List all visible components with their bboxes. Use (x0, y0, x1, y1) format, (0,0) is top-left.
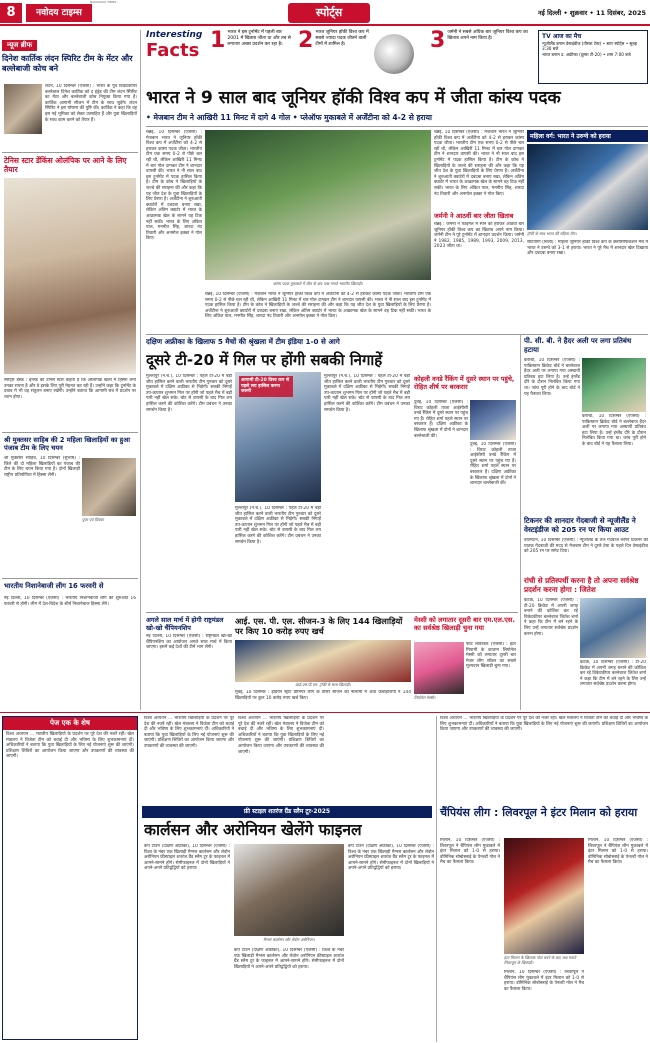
women-body: सैंटियागो (चिली) : महिला जूनियर हॉकी विश्व कप के क्लासिफिकेशन मैच में भारत ने उरुग्वे को 3-1 से हराया। भारत ने पूरे मैच में शानदार खेल दिखाया और दबदबा बनाए रखा। (527, 240, 648, 257)
pcb-body-2: कराची, 10 दिसम्बर (एजेंसी) : पाकिस्तान क्रिकेट बोर्ड ने बल्लेबाज हैदर अली पर लगाया गया अस्थायी प्रतिबंध हटा लिया है। उन्हें इंग्लैंड दौरे के दौरान निलंबित किया गया था। जांच पूरी होने के बाद बोर्ड ने यह फैसला लिया। (582, 414, 646, 447)
page-one-continued-body: विश्व अध्ययन ... भारतीय खिलाड़ियों के प्रदर्शन पर पूरे देश की नजरें रहीं। खेल मंत्रालय ने विजेता टीम को बधाई दी और भविष्य के लिए शुभकामनाएं दीं। अधिकारियों ने बताया कि युवा खिलाड़ियों के लिए नई योजनाएं शुरू की जाएंगी। प्रशिक्षण शिविरों का आयोजन किया जाएगा और उपकरणों की व्यवस्था की जाएगी। (6, 732, 134, 760)
fact-1 (210, 30, 294, 82)
ucl-body-3: मिलान, 10 दिसम्बर (एजेंसी) : लिवरपूल ने चैंपियंस लीग मुकाबले में इंटर मिलान को 1-0 से हराया। डोमिनिक सोबोस्लाई के पेनल्टी गोल ने मैच का फैसला किया। (588, 838, 648, 866)
section-title: स्पोर्ट्स (288, 3, 370, 23)
messi-body: फोर्ट लॉडरडेल (एजेंसी) : इंटर मियामी के कप्तान लियोनेल मेस्सी को लगातार दूसरी बार मेजर लीग सॉकर का सबसे मूल्यवान खिलाड़ी चुना गया। (466, 642, 516, 670)
pcb-body: कराची, 10 दिसम्बर (एजेंसी) : पाकिस्तान क्रिकेट बोर्ड ने बल्लेबाज हैदर अली पर लगाया गया अस्थायी प्रतिबंध हटा लिया है। उन्हें इंग्लैंड दौरे के दौरान निलंबित किया गया था। जांच पूरी होने के बाद बोर्ड ने यह फैसला लिया। (524, 358, 580, 397)
fact-number: 1 (210, 28, 226, 53)
divider (2, 578, 138, 579)
nz-body: वेलिंगटन, 10 दिसम्बर (एजेंसी) : न्यूजीलैंड के तेज गेंदबाज ब्लेयर टिकनर की घातक गेंदबाजी की मदद से मेजबान टीम ने दूसरे टेस्ट के पहले दिन वेस्टइंडीज को 205 रन पर समेट दिया। (524, 538, 648, 555)
kohli-body: दुबई, 10 दिसम्बर (एजेंसी) : विराट कोहली ताजा आईसीसी वनडे रैंकिंग में दूसरे स्थान पर पहुंच गए हैं। रोहित शर्मा पहले स्थान पर बरकरार हैं। दक्षिण अफ्रीका के खिलाफ श्रृंखला में दोनों ने शानदार बल्लेबाजी की। (414, 400, 468, 439)
cricket-body-2: मुल्लांपुर (न.च.), 10 दिसम्बर : पहले टी-20 में बड़ी जीत हासिल करने वाली भारतीय टीम गुरुवार को दूसरे मुकाबले में दक्षिण अफ्रीका से भिड़ेगी। सबकी निगाहें उप-कप्तान शुभमन गिल पर होंगी जो पहले मैच में बड़ी पारी नहीं खेल सके। चोट से वापसी के बाद गिल लय हासिल करने की कोशिश करेंगे। टीम प्रबंधन ने उनका समर्थन किया है। (235, 506, 321, 545)
cricket-banner: दक्षिण अफ्रीका के खिलाफ 5 मैचों की श्रृंखला में टीम इंडिया 1-0 से आगे (146, 337, 340, 346)
shooting-body: नई दिल्ली, 10 दिसम्बर (एजेंसी) : भारतीय निशानेबाजी लीग की शुरुआत 16 फरवरी से होगी। लीग में देश-विदेश के शीर्ष निशानेबाज हिस्सा लेंगे। (4, 596, 136, 607)
shooting-headline: भारतीय निशानेबाजी लीग 16 फरवरी से (4, 582, 104, 590)
column-divider (140, 30, 141, 710)
jitesh-body-2: कटक, 10 दिसम्बर (एजेंसी) : टी-20 क्रिकेट में अपनी जगह बनाने की कोशिश कर रहे विकेटकीपर बल्लेबाज जितेश शर्मा ने कहा कि टीम में बने रहने के लिए उन्हें लगातार सर्वश्रेष्ठ प्रदर्शन करना होगा। (580, 660, 646, 688)
ispl-headline: आई. एस. पी. एल. सीजन-3 के लिए 144 खिलाड़ियों पर किए 10 करोड़ रुपए खर्च (235, 616, 403, 636)
pcb-headline: पी. सी. बी. ने हैदर अली पर लगा प्रतिबंध हटाया (524, 337, 632, 354)
tv-box (538, 30, 648, 84)
divider (2, 432, 138, 433)
kohli-headline: कोहली वनडे रैंकिंग में दूसरे स्थान पर पहुंचे, रोहित शीर्ष पर बरकरार (414, 375, 515, 391)
masthead (0, 0, 650, 26)
jitesh-photo (580, 598, 646, 658)
liverpool-photo (504, 838, 584, 954)
fact-text: भारत जूनियर हॉकी विश्व कप में सबसे ज्यादा पदक जीतने वाली टीमों में शामिल है। (315, 30, 369, 47)
page-one-continued-col4: विश्व अध्ययन ... भारतीय खिलाड़ियों के प्रदर्शन पर पूरे देश की नजरें रहीं। खेल मंत्रालय ने विजेता टीम को बधाई दी और भविष्य के लिए शुभकामनाएं दीं। अधिकारियों ने बताया कि युवा खिलाड़ियों के लिए नई योजनाएं शुरू की जाएंगी। प्रशिक्षण शिविरों का आयोजन किया जाएगा और उपकरणों की व्यवस्था की जाएगी। (440, 716, 648, 733)
kabaddi-players-photo (82, 458, 136, 516)
jitesh-headline: रांची से प्रतिस्पर्धी करना है तो अपना सर्वश्रेष्ठ प्रदर्शन करना होगा : जितेश (524, 576, 639, 594)
page-one-continued-col3: विश्व अध्ययन ... भारतीय खिलाड़ियों के प्रदर्शन पर पूरे देश की नजरें रहीं। खेल मंत्रालय ने विजेता टीम को बधाई दी और भविष्य के लिए शुभकामनाएं दीं। अधिकारियों ने बताया कि युवा खिलाड़ियों के लिए नई योजनाएं शुरू की जाएंगी। प्रशिक्षण शिविरों का आयोजन किया जाएगा और उपकरणों की व्यवस्था की जाएगी। (238, 716, 324, 755)
fact-2 (298, 30, 372, 82)
dateline: नई दिल्ली • शुक्रवार • 11 दिसंबर, 2025 (538, 9, 646, 17)
fact-number: 2 (298, 28, 314, 53)
jitesh-body: कटक, 10 दिसम्बर (एजेंसी) : टी-20 क्रिकेट में अपनी जगह बनाने की कोशिश कर रहे विकेटकीपर बल्लेबाज जितेश शर्मा ने कहा कि टीम में बने रहने के लिए उन्हें लगातार सर्वश्रेष्ठ प्रदर्शन करना होगा। (524, 598, 578, 637)
kabaddi-headline: श्री मुक्तसर साहिब की 2 महिला खिलाड़ियों का हुआ पंजाब टीम के लिए चयन (4, 436, 131, 452)
lead-headline: भारत ने 9 साल बाद जूनियर हॉकी विश्व कप में जीता कांस्य पदक (146, 88, 561, 108)
chess-body: केप टाउन (दक्षिण अफ्रीका), 10 दिसम्बर (एजेंसी) : विश्व के नंबर एक खिलाड़ी मैग्नस कार्लसन और लेवोन अरोनियन फ्रीस्टाइल शतरंज ग्रैंड स्लैम टूर के फाइनल में आमने-सामने होंगे। सेमीफाइनल में दोनों खिलाड़ियों ने अपने-अपने प्रतिद्वंद्वियों को हराया। (144, 844, 230, 872)
chess-body-2: केप टाउन (दक्षिण अफ्रीका), 10 दिसम्बर (एजेंसी) : विश्व के नंबर एक खिलाड़ी मैग्नस कार्लसन और लेवोन अरोनियन फ्रीस्टाइल शतरंज ग्रैंड स्लैम टूर के फाइनल में आमने-सामने होंगे। सेमीफाइनल में दोनों खिलाड़ियों ने अपने-अपने प्रतिद्वंद्वियों को हराया। (234, 948, 344, 970)
germany-headline: जर्मनी ने आठवीं बार जीता खिताब (434, 212, 514, 220)
cricket-headline: दूसरे टी-20 में गिल पर होंगी सबकी निगाहें (146, 351, 383, 369)
facts-title-big: Facts (146, 40, 200, 61)
ispl-photo (235, 640, 411, 682)
ucl-body: मिलान, 10 दिसम्बर (एजेंसी) : लिवरपूल ने चैंपियंस लीग मुकाबले में इंटर मिलान को 1-0 से हराया। डोमिनिक सोबोस्लाई के पेनल्टी गोल ने मैच का फैसला किया। (440, 838, 500, 866)
divider (2, 152, 138, 153)
column-divider (520, 334, 521, 710)
kohli-photo (470, 400, 516, 440)
nz-headline: टिकनर की शानदार गेंदबाजी से न्यूजीलैंड ने वेस्टइंडीज को 205 रन पर किया आउट (524, 516, 636, 534)
messi-photo (414, 642, 464, 694)
ispl-body: मुंबई, 10 दिसम्बर : इंडियन स्ट्रीट प्रीमियर लीग के तीसरे सीजन की नीलामी में आठ फ्रेंचाइजियों ने 144 खिलाड़ियों पर कुल 10 करोड़ रुपए खर्च किए। (235, 690, 411, 701)
column-divider (436, 716, 437, 1042)
lead-body-right: चेन्नई, 10 दिसम्बर (एजेंसी) : मेजबान भारत ने जूनियर हॉकी विश्व कप में अर्जेंटीना को 4-2 से हराकर कांस्य पदक जीता। भारतीय टीम एक समय 0-2 से पीछे चल रही थी, लेकिन आखिरी 11 मिनट में चार गोल दागकर टीम ने शानदार वापसी की। भारत ने नौ साल बाद इस टूर्नामेंट में पदक हासिल किया है। टीम के कोच ने खिलाड़ियों के जज्बे की सराहना की और कहा कि यह जीत देश के युवा खिलाड़ियों के लिए प्रेरणा है। अर्जेंटीना ने शुरुआती क्वार्टरों में दबदबा बनाए रखा, लेकिन अंतिम क्वार्टर में भारत के आक्रामक खेल के सामने वह टिक नहीं सकी। भारत के लिए अंकित पाल, मनमीत सिंह, शारदा नंद तिवारी और अनमोल इक्का ने गोल किए। (434, 130, 524, 197)
fact-number: 3 (430, 28, 446, 53)
cricket-quote: आगामी टी-20 विश्व कप से पहले लय हासिल करना जरूरी (239, 376, 293, 397)
chess-headline: कार्लसन और अरोनियन खेलेंगे फाइनल (144, 821, 362, 839)
tennis-star-photo (4, 178, 136, 374)
lead-photo-caption: कांस्य पदक मुकाबले में जीत के बाद जश्न मनाते भारतीय खिलाड़ी। (273, 281, 363, 286)
kho-kho-body: नई दिल्ली, 10 दिसम्बर (एजेंसी) : राष्ट्रमंडल खो-खो चैंपियनशिप का आयोजन अगले साल मार्च में किया जाएगा। इसमें कई देशों की टीमें भाग लेंगी। (146, 634, 232, 651)
brief-body: लंदन, 10 दिसम्बर (एजेंसी) : भारत के पूर्व विकेटकीपर बल्लेबाज दिनेश कार्तिक को द हंड्रेड की टीम लंदन स्पिरिट का मेंटर और बल्लेबाजी कोच नियुक्त किया गया है। कार्तिक आगामी सीजन में टीम के साथ जुड़ेंगे। लंदन स्पिरिट ने इस घोषणा की पुष्टि की। कार्तिक ने कहा कि वह इस नई भूमिका को लेकर उत्साहित हैं और युवा खिलाड़ियों के साथ काम करने को तैयार हैं। (45, 84, 137, 123)
kohli-body-2: दुबई, 10 दिसम्बर (एजेंसी) : विराट कोहली ताजा आईसीसी वनडे रैंकिंग में दूसरे स्थान पर पहुंच गए हैं। रोहित शर्मा पहले स्थान पर बरकरार हैं। दक्षिण अफ्रीका के खिलाफ श्रृंखला में दोनों ने शानदार बल्लेबाजी की। (470, 442, 516, 487)
women-team-photo (527, 144, 648, 230)
women-photo-caption: ट्रॉफी के साथ भारत की महिला टीम। (527, 231, 577, 236)
news-brief-label: न्यूज ब्रीफ (2, 40, 37, 51)
divider (0, 712, 650, 713)
tv-text-2: भारत बनाम द. अफ्रीका (दूसरा टी-20) • शाम 7:00 बजे (542, 52, 631, 57)
fact-text: भारत ने इस टूर्नामेंट में पहली बार 2001 में खिताब जीता था और तब से लगातार अच्छा प्रदर्शन कर रहा है। (227, 30, 291, 47)
ucl-headline: चैंपियंस लीग : लिवरपूल ने इंटर मिलान को हराया (440, 806, 638, 819)
page-one-continued-col2: विश्व अध्ययन ... भारतीय खिलाड़ियों के प्रदर्शन पर पूरे देश की नजरें रहीं। खेल मंत्रालय ने विजेता टीम को बधाई दी और भविष्य के लिए शुभकामनाएं दीं। अधिकारियों ने बताया कि युवा खिलाड़ियों के लिए नई योजनाएं शुरू की जाएंगी। प्रशिक्षण शिविरों का आयोजन किया जाएगा और उपकरणों की व्यवस्था की जाएगी। (144, 716, 234, 749)
brief-headline: दिनेश कार्तिक लंदन स्पिरिट टीम के मेंटर और बल्लेबाजी कोच बने (2, 54, 133, 73)
karthik-photo (4, 84, 42, 134)
germany-body: चेन्नई : जर्मनी ने फाइनल में स्पेन को हराकर आठवीं बार जूनियर हॉकी विश्व कप का खिताब अपने नाम किया। जर्मनी टीम ने पूरे टूर्नामेंट में शानदार प्रदर्शन किया। जर्मनी ने 1982, 1985, 1989, 1993, 2009, 2013, 2023 जीता था। (434, 222, 524, 250)
page-one-continued-title: पेज एक के शेष (3, 717, 137, 730)
cricket-body: मुल्लांपुर (न.च.), 10 दिसम्बर : पहले टी-20 में बड़ी जीत हासिल करने वाली भारतीय टीम गुरुवार को दूसरे मुकाबले में दक्षिण अफ्रीका से भिड़ेगी। सबकी निगाहें उप-कप्तान शुभमन गिल पर होंगी जो पहले मैच में बड़ी पारी नहीं खेल सके। चोट से वापसी के बाद गिल लय हासिल करने की कोशिश करेंगे। टीम प्रबंधन ने उनका समर्थन किया है। (146, 374, 232, 413)
haider-ali-photo (582, 358, 646, 412)
fact-3 (430, 30, 534, 82)
page-number: 8 (0, 3, 22, 23)
page-one-continued-box (2, 716, 138, 1040)
ispl-caption: आई.एस.पी.एल. ट्रॉफी के साथ खिलाड़ी। (295, 682, 351, 687)
hockey-team-photo (205, 130, 431, 280)
divider (146, 612, 518, 613)
lead-body: चेन्नई, 10 दिसम्बर (एजेंसी) : मेजबान भारत ने जूनियर हॉकी विश्व कप में अर्जेंटीना को 4-2 से हराकर कांस्य पदक जीता। भारतीय टीम एक समय 0-2 से पीछे चल रही थी, लेकिन आखिरी 11 मिनट में चार गोल दागकर टीम ने शानदार वापसी की। भारत ने नौ साल बाद इस टूर्नामेंट में पदक हासिल किया है। टीम के कोच ने खिलाड़ियों के जज्बे की सराहना की और कहा कि यह जीत देश के युवा खिलाड़ियों के लिए प्रेरणा है। अर्जेंटीना ने शुरुआती क्वार्टरों में दबदबा बनाए रखा, लेकिन अंतिम क्वार्टर में भारत के आक्रामक खेल के सामने वह टिक नहीं सकी। भारत के लिए अंकित पाल, मनमीत सिंह, शारदा नंद तिवारी और अनमोल इक्का ने गोल किए। (146, 130, 202, 242)
chess-body-3: केप टाउन (दक्षिण अफ्रीका), 10 दिसम्बर (एजेंसी) : विश्व के नंबर एक खिलाड़ी मैग्नस कार्लसन और लेवोन अरोनियन फ्रीस्टाइल शतरंज ग्रैंड स्लैम टूर के फाइनल में आमने-सामने होंगे। सेमीफाइनल में दोनों खिलाड़ियों ने अपने-अपने प्रतिद्वंद्वियों को हराया। (348, 844, 434, 872)
ucl-caption: इंटर मिलान के खिलाफ गोल करने के बाद जश्न मनाते लिवरपूल के खिलाड़ी। (504, 955, 576, 965)
tv-title: TV आज का मैच (542, 33, 582, 40)
women-kicker: महिला वर्ग: भारत ने उरुग्वे को हराया (527, 130, 648, 142)
desk-url: NAVODAYA TIMES (90, 0, 117, 4)
football-icon (374, 34, 414, 74)
messi-caption: लियोनेल मेस्सी। (414, 695, 436, 700)
messi-headline: मेस्सी को लगातार दूसरी बार एम.एल.एस. का सर्वश्रेष्ठ खिलाड़ी चुना गया (414, 616, 515, 632)
facts-title-small: Interesting (146, 30, 203, 40)
chess-caption: मैग्नस कार्लसन और लेवोन अरोनियन। (263, 937, 315, 942)
cricket-body-3: मुल्लांपुर (न.च.), 10 दिसम्बर : पहले टी-20 में बड़ी जीत हासिल करने वाली भारतीय टीम गुरुवार को दूसरे मुकाबले में दक्षिण अफ्रीका से भिड़ेगी। सबकी निगाहें उप-कप्तान शुभमन गिल पर होंगी जो पहले मैच में बड़ी पारी नहीं खेल सके। चोट से वापसी के बाद गिल लय हासिल करने की कोशिश करेंगे। टीम प्रबंधन ने उनका समर्थन किया है। (324, 374, 410, 413)
divider (146, 126, 648, 127)
paper-name: नवोदय टाइम्स (26, 4, 92, 22)
kabaddi-body: श्री मुक्तसर साहिब, 10 दिसम्बर (सुभाष) : जिले की दो महिला खिलाड़ियों का पंजाब की टीम के लिए चयन किया गया है। दोनों खिलाड़ी राष्ट्रीय प्रतियोगिता में हिस्सा लेंगी। (4, 456, 80, 478)
facts-logo (146, 30, 208, 84)
tennis-body: स्पोर्ट्स डेस्क : इंग्लैंड की टेनिस स्टार कहती हैं कि ओलंपिक खेलों में हिस्सा लेना उनका सपना है और वे इसके लिए पूरी मेहनत कर रही हैं। उन्होंने कहा कि टूर्नामेंट के दबाव में भी वह संतुलन बनाए रखेंगी। उन्होंने बताया कि आगामी सत्र में प्रदर्शन पर ध्यान होगा। (4, 378, 136, 400)
ucl-body-2: मिलान, 10 दिसम्बर (एजेंसी) : लिवरपूल ने चैंपियंस लीग मुकाबले में इंटर मिलान को 1-0 से हराया। डोमिनिक सोबोस्लाई के पेनल्टी गोल ने मैच का फैसला किया। (504, 970, 584, 992)
kabaddi-caption: पूजा एवं प्रियंका (82, 517, 104, 522)
news-brief (2, 32, 138, 74)
divider (146, 334, 648, 335)
chess-photo (234, 844, 344, 936)
tv-text: न्यूजीलैंड बनाम वेस्टइंडीज (तीसरा टेस्ट) • स्टार स्पोर्ट्स • सुबह 3:30 बजे (542, 41, 637, 51)
tennis-headline: टेनिस स्टार डेंकिंस ओलंपिक पर आने के लिए तैयार (4, 156, 127, 174)
lead-subhead: • मेजबान टीम ने आखिरी 11 मिनट में दागे 4 गोल • प्लेऑफ मुकाबले में अर्जेंटीना को 4-2 से हराया (146, 113, 432, 122)
fact-text: जर्मनी ने सबसे अधिक बार जूनियर विश्व कप का खिताब अपने नाम किया है। (447, 30, 528, 41)
chess-kicker: फ्री स्टाइल शतरंज ग्रैंड स्लैम टूर-2025 (142, 806, 432, 818)
lead-body-continued: चेन्नई, 10 दिसम्बर (एजेंसी) : मेजबान भारत ने जूनियर हॉकी विश्व कप में अर्जेंटीना को 4-2 से हराकर कांस्य पदक जीता। भारतीय टीम एक समय 0-2 से पीछे चल रही थी, लेकिन आखिरी 11 मिनट में चार गोल दागकर टीम ने शानदार वापसी की। भारत ने नौ साल बाद इस टूर्नामेंट में पदक हासिल किया है। टीम के कोच ने खिलाड़ियों के जज्बे की सराहना की और कहा कि यह जीत देश के युवा खिलाड़ियों के लिए प्रेरणा है। अर्जेंटीना ने शुरुआती क्वार्टरों में दबदबा बनाए रखा, लेकिन अंतिम क्वार्टर में भारत के आक्रामक खेल के सामने वह टिक नहीं सकी। भारत के लिए अंकित पाल, मनमीत सिंह, शारदा नंद तिवारी और अनमोल इक्का ने गोल किए। (205, 292, 431, 320)
kho-kho-headline: अगले साल मार्च में होगी राष्ट्रमंडल खो-खो चैंपियनशिप (146, 616, 224, 632)
